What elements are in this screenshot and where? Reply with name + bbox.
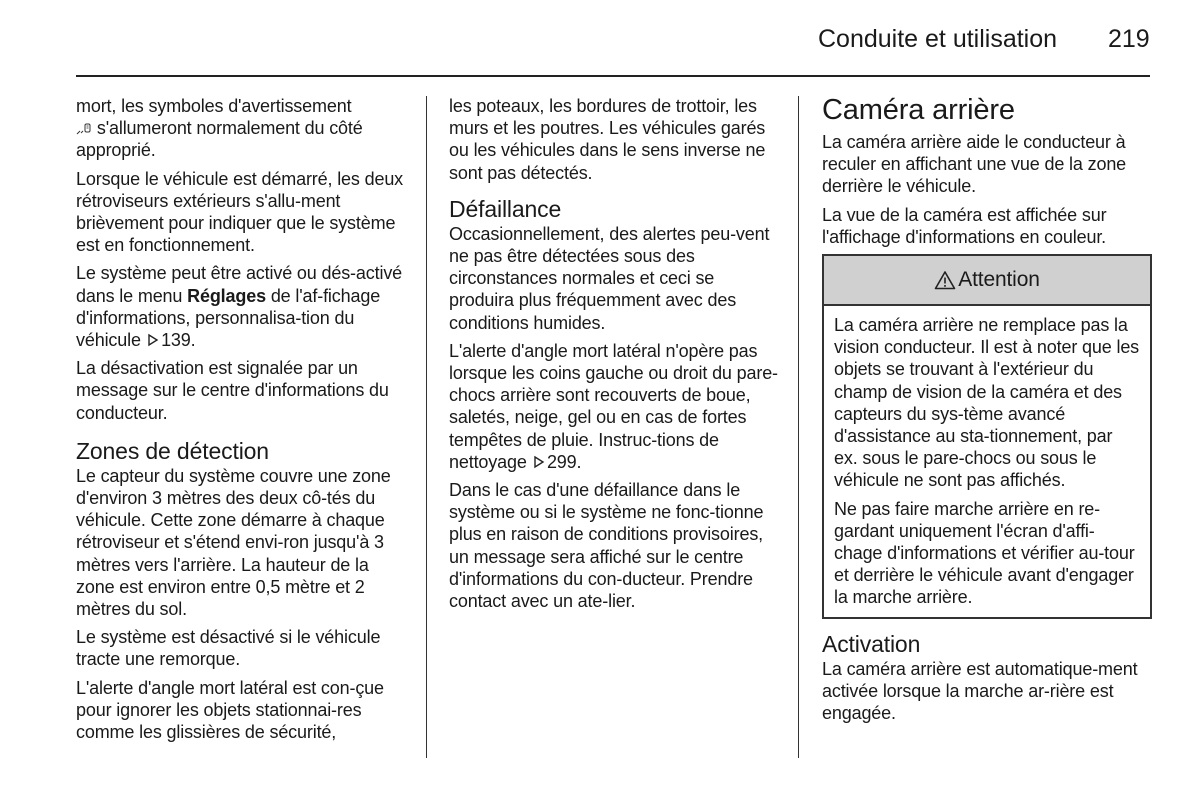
attention-box: [822, 254, 1152, 619]
paragraph: La caméra arrière ne remplace pas la vision conducteur. Il est à noter que les objets se trouvant à l'extérieur du champ de vision de la caméra et des capteurs du sys-tème avancé d'assistance au sta-tionnement, par ex. sous le pare-chocs ou sous le véhicule ne sont pas affichés.: [834, 315, 1140, 491]
column-2: [449, 95, 783, 618]
page-number: 219: [1108, 25, 1150, 53]
column-divider-1: [426, 96, 427, 758]
text-run: de l'af-fichage d'informations, personnalisa-tion du véhicule: [76, 285, 381, 351]
page-reference: 299.: [546, 451, 582, 472]
text-run: Le système peut être activé ou dés-activé dans le menu: [76, 263, 403, 306]
column-1: [76, 95, 410, 749]
paragraph: La caméra arrière aide le conducteur à reculer en affichant une vue de la zone derrière le véhicule.: [822, 132, 1127, 197]
text-run: s'allumeront normalement du côté approprié.: [76, 118, 363, 161]
warning-triangle-icon: [934, 270, 956, 290]
column-3: [822, 93, 1152, 730]
paragraph: Occasionnellement, des alertes peu-vent ne pas être détectées sous des circonstances normales et ceci se produira plus fréquemment avec des conditions humides.: [449, 223, 770, 333]
attention-header: [824, 256, 1150, 306]
paragraph: les poteaux, les bordures de trottoir, les murs et les poutres. Les véhicules garés ou les véhicules dans le sens inverse ne sont pas détectés.: [449, 96, 766, 183]
paragraph: Lorsque le véhicule est démarré, les deux rétroviseurs extérieurs s'allu-ment brièvement pour indiquer que le système est en fonctionnement.: [76, 168, 404, 256]
menu-name-bold: Réglages: [187, 285, 266, 306]
page-reference-icon: [146, 333, 160, 347]
paragraph: Dans le cas d'une défaillance dans le système ou si le système ne fonc-tionne plus en raison de conditions provisoires, un message sera affiché sur le centre d'informations du con-ducteur. Prendre contact avec un ate-lier.: [449, 480, 764, 612]
paragraph: L'alerte d'angle mort latéral est con-çue pour ignorer les objets stationnai-res comme les glissières de sécurité,: [76, 677, 384, 743]
paragraph: [76, 262, 410, 351]
column-divider-2: [798, 96, 799, 758]
paragraph: Le capteur du système couvre une zone d'environ 3 mètres des deux cô-tés du véhicule. Cette zone démarre à chaque rétroviseur et s'étend envi-ron jusqu'à 3 mètres vers l'arrière. La hauteur de la zone est environ entre 0,5 mètre et 2 mètres du sol.: [76, 465, 391, 620]
section-heading-defaillance: Défaillance: [449, 195, 562, 222]
page-reference-icon: [532, 455, 546, 469]
section-heading-zones: Zones de détection: [76, 437, 269, 464]
section-heading-activation: Activation: [822, 630, 921, 657]
paragraph: La vue de la caméra est affichée sur l'affichage d'informations en couleur.: [822, 204, 1107, 247]
paragraph: [449, 340, 783, 473]
paragraph: La caméra arrière est automatique-ment activée lorsque la marche ar-rière est engagée.: [822, 658, 1138, 724]
text-run: L'alerte d'angle mort latéral n'opère pas lorsque les coins gauche ou droit du pare-chocs arrière sont recouverts de boue, saletés, neige, gel ou en cas de fortes tempêtes de pluie. Instruc-tions de nettoyage: [449, 340, 778, 472]
text-run: mort, les symboles d'avertissement: [76, 96, 352, 116]
attention-title: Attention: [958, 267, 1040, 291]
paragraph: Le système est désactivé si le véhicule tracte une remorque.: [76, 627, 381, 670]
page-reference: 139.: [161, 330, 196, 351]
page-header-title: Conduite et utilisation: [818, 25, 1058, 53]
header-divider: [76, 75, 1150, 77]
paragraph: Ne pas faire marche arrière en re-gardant uniquement l'écran d'affi-chage d'informations et vérifier au-tour et derrière le véhicule avant d'engager la marche arrière.: [834, 498, 1135, 608]
blind-spot-warning-icon: [76, 122, 92, 136]
paragraph: [76, 95, 410, 162]
attention-body: [824, 306, 1150, 617]
paragraph: La désactivation est signalée par un message sur le centre d'informations du conducteur.: [76, 358, 389, 423]
section-heading-camera: Caméra arrière: [822, 94, 1015, 126]
